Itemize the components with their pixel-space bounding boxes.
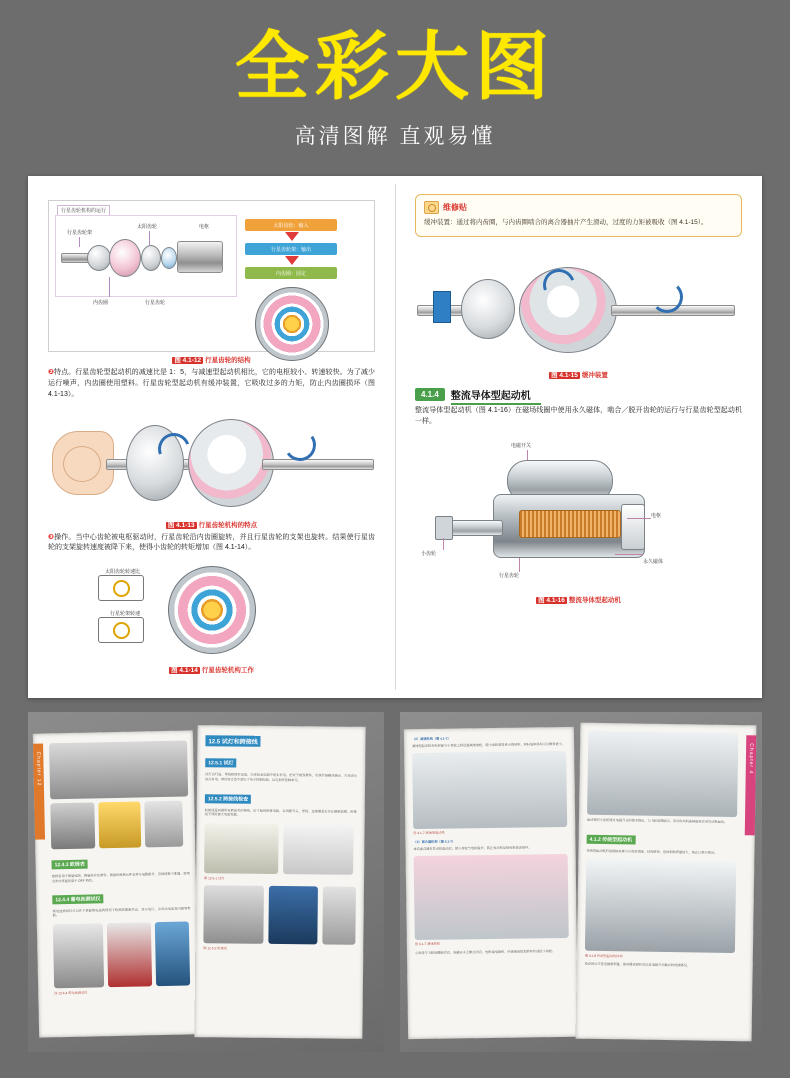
photo-probe [322, 886, 356, 944]
armature-part [177, 241, 223, 273]
meter-label-sun: 太阳齿轮转速比 [104, 569, 140, 576]
photo-starter-cutaway [585, 858, 736, 952]
sun-gear-part [161, 247, 177, 269]
leader-line [443, 538, 444, 550]
paragraph-operation [48, 533, 375, 555]
photo-starter-gear-3d [587, 731, 738, 817]
meter-carrier-speed [98, 617, 144, 643]
list-marker: ❷ [48, 369, 54, 376]
figure-commutator-starter [415, 432, 742, 592]
figure-planetary-structure [48, 200, 375, 352]
figure-planetary-characteristics [48, 405, 375, 517]
armature-winding [519, 510, 621, 538]
output-shaft [262, 459, 374, 470]
book-figure-caption: 图 12.5-1 试灯 [204, 876, 225, 881]
book-body-text: 传统型起动机的电枢轴直接与小齿轮相连，结构简单，但体积和质量较大，现在已很少使用。 [586, 848, 718, 855]
hand-illustration [52, 431, 114, 495]
chapter-tab-right: Chapter 4 [745, 735, 757, 835]
leader-line [615, 554, 643, 555]
tip-header [424, 201, 733, 214]
figure-number: 图 4.1-16 [538, 597, 565, 605]
figure-number: 图 4.1-12 [174, 357, 202, 364]
meter-sun-speed [98, 575, 144, 601]
flow-block-ring: 内齿圈：固定 [245, 267, 337, 279]
figure-frame-title: 行星齿轮机构的运行 [57, 205, 110, 216]
meter-label-carrier: 行星轮架转速 [109, 611, 140, 618]
leader-line [149, 231, 150, 245]
chapter-tab-left: Chapter 12 [33, 743, 45, 839]
label-magnet: 永久磁体 [643, 559, 664, 566]
tip-title: 维修贴 [443, 203, 467, 212]
photo-battery-tester [53, 923, 104, 988]
photo-circuit-diagram [283, 824, 354, 875]
figure-number: 图 4.1-14 [171, 667, 198, 675]
photo-digital-tester [155, 922, 190, 987]
figure-title: 缓冲装置 [581, 372, 608, 380]
label-ring-gear: 内齿圈 [93, 300, 109, 306]
book-subheading-1: 4.1.2 传统型起动机 [587, 835, 636, 845]
planet-carrier-part [141, 245, 161, 271]
book-body-text: 试灯由灯泡、导线和探针组成，用来检查电路中是否有电。把夹子接到搭铁，用探针接触待测点，灯亮表示该点有电。使用时注意不要用于电子控制电路，以免损坏控制单元。 [205, 772, 358, 783]
book-spread [28, 176, 762, 698]
book-figure-caption: 图 4.1-8 传统型起动机结构 [584, 953, 623, 958]
book-right-page [576, 723, 757, 1042]
pinion-assembly [461, 279, 515, 339]
figure-planetary-operation [48, 558, 375, 662]
book-figure-caption: 图 12.5-2 跨接线 [203, 946, 227, 951]
book-figure-caption: 图 4.1-7 减速机构 [414, 941, 440, 947]
label-armature: 电枢 [651, 513, 662, 520]
paragraph-features [48, 368, 375, 401]
figure-caption-4-1-12 [48, 355, 375, 364]
figure-caption-4-1-16 [415, 595, 742, 604]
rotation-arrow-icon [281, 426, 318, 463]
book-body-text: 检查时应注意电刷磨损量、换向器表面状况以及电磁开关触点的烧蚀情况。 [584, 962, 690, 968]
flow-arrow-icon [285, 232, 299, 241]
wrench-icon [424, 201, 439, 214]
label-pinion: 小齿轮 [421, 551, 437, 558]
book-left-page [404, 727, 578, 1039]
book-right-page [194, 725, 365, 1039]
photo-clamp-meter [50, 802, 95, 849]
flow-arrow-icon [285, 256, 299, 265]
photo-analog-multimeter [49, 740, 188, 799]
photo-clutch-cutaway [414, 854, 569, 940]
book-figure-caption: 图 12.4-4 蓄电池测试仪 [54, 990, 88, 996]
paragraph-text: 特点。行星齿轮型起动机的减速比是 1：5，与减速型起动机相比，它的电枢较小、转速较快。为了减少运行噪声，内齿圈使用塑料。行星齿轮型起动机有缓冲装置，它吸收过多的力矩，防止内齿圈损坏（图 4.1-13）。 [48, 369, 375, 398]
photo-book-multimeter [28, 712, 384, 1052]
book-left-page [33, 730, 199, 1037]
leader-line [519, 558, 520, 572]
spread-right-page [395, 176, 762, 698]
figure-title: 行星齿轮机构工作 [201, 667, 254, 675]
meter-dial-icon [113, 622, 130, 639]
leader-line [527, 450, 528, 460]
label-planet-gear: 行星齿轮 [499, 573, 520, 580]
section-heading [415, 387, 742, 402]
leader-line [109, 277, 110, 297]
figure-caption-4-1-15 [415, 370, 742, 379]
book-section-heading: 12.5 试灯和跨接线 [205, 735, 260, 747]
photo-test-light [98, 801, 141, 848]
page-subtitle: 高清图解 直观易懂 [294, 125, 496, 148]
pinion-shaft [445, 520, 503, 536]
figure-caption-4-1-13 [48, 520, 375, 529]
book-subheading-1: 12.5.1 试灯 [205, 758, 236, 767]
label-planet-gear: 行星齿轮 [145, 300, 166, 306]
flow-block-carrier: 行星齿轮架：输出 [245, 243, 337, 255]
photo-clamps [107, 922, 152, 987]
book-body-text: 小齿轮与飞轮齿圈啮合后，电磁开关主触点闭合，电枢通电旋转，经减速齿轮把转矩传递给小齿轮。 [414, 948, 556, 955]
label-armature: 电枢 [199, 224, 210, 230]
leader-line [79, 237, 80, 247]
end-cover [621, 504, 645, 550]
photo-meter-blue [269, 886, 318, 945]
book-body-text: 跨接线是两端带有鳄鱼夹的导线，用于临时跨接电路，以判断开关、导线、连接器是否存在断路故障。跨接线不得跨接大电流负载。 [204, 807, 357, 817]
figure-buffer-device [415, 247, 742, 367]
leader-line [627, 518, 651, 519]
pinion-gear [435, 516, 453, 540]
book-body-text: 蓄电池测试仪可以在不拆卸蓄电池的情况下检测其健康状态，显示电压、冷启动电流及内阻等参数。 [52, 906, 191, 918]
book-heading-1: 12.4.3 欧姆表 [51, 860, 87, 870]
paragraph-text: 操作。当中心齿轮被电枢驱动时，行星齿轮沿内齿圈旋转，并且行星齿轮的支架也旋转。结果使行星齿轮的支架旋转速度被降下来，使得小齿轮的转矩增加（图 4.1-14）。 [48, 533, 375, 552]
planetary-gear-illustration [255, 287, 329, 361]
photo-reduction-gear-diagram [412, 751, 567, 829]
photo-jumper-wire [204, 823, 279, 874]
flow-block-sun: 太阳齿轮：输入 [245, 219, 337, 231]
book-body-text: 起动机的小齿轮通过电磁开关的拨叉推出，与飞轮齿圈啮合，带动发动机曲轴旋转直至发动机起动。 [586, 817, 728, 824]
book-figure-caption: 图 4.1-7 减速型起动机 [413, 830, 445, 835]
book-body-text: 单向离合器在发动机起动后，使小齿轮与电枢脱开，防止发动机反拖电枢造成损坏。 [413, 845, 532, 852]
ring-gear-part [109, 239, 141, 277]
tip-text: 缓冲装置：通过将内齿圈，与内齿圈啮合的离合器抽片产生滑动，过度的力矩被吸收（图 4.1-15）。 [424, 219, 708, 226]
figure-number: 图 4.1-13 [167, 521, 195, 529]
photo-multimeter-2 [203, 885, 264, 944]
page-title: 全彩大图 [235, 24, 555, 110]
figure-number: 图 4.1-15 [551, 372, 578, 380]
photo-book-starter [400, 712, 762, 1052]
section-number: 4.1.4 [415, 388, 445, 401]
shaft-part [61, 253, 89, 263]
label-sun-gear: 太阳齿轮 [137, 224, 158, 230]
label-planet-carrier: 行星齿轮架 [67, 230, 93, 236]
maintenance-tip-box [415, 194, 742, 237]
list-marker: ❸ [48, 533, 55, 541]
book-note-heading: （3）离合器机构（图 4.1-7） [413, 839, 456, 845]
clutch-part [87, 245, 111, 271]
planetary-gear-operation-illustration [168, 566, 256, 654]
meter-dial-icon [113, 580, 130, 597]
figure-caption-4-1-14 [48, 665, 375, 674]
book-subheading-2: 12.5.2 跨接线检查 [205, 794, 251, 803]
spread-left-page [28, 176, 395, 698]
hero-banner [0, 0, 790, 170]
figure-title: 整流导体型起动机 [568, 597, 621, 605]
splined-tip [433, 291, 451, 323]
photo-tester [144, 801, 183, 848]
figure-title: 行星齿轮的结构 [205, 357, 251, 364]
label-solenoid: 电磁开关 [511, 443, 532, 450]
book-heading-2: 12.4.4 蓄电池测试仪 [52, 894, 103, 904]
book-note-heading: （2）减速机构（图 4.1-7） [411, 736, 451, 742]
paragraph-commutator-type: 整流导体型起动机（图 4.1-16）在磁场线圈中使用永久磁体，啮合／脱开齿轮的运行与行星齿轮型起动机一样。 [415, 407, 742, 426]
figure-title: 行星齿轮机构的特点 [198, 521, 258, 529]
book-body-text: 欧姆表用于测量电阻，测量前应先调零。测量时被测元件必须与电路断开，否则读数不准确。使用完毕应将旋钮置于 OFF 档位。 [51, 871, 190, 884]
section-title: 整流导体型起动机 [451, 387, 531, 402]
book-body-text: 减速型起动机在电枢轴与小齿轮之间设置减速齿轮，使小齿轮获得更大的转矩，同时电枢体积可以做得更小。 [412, 741, 566, 748]
